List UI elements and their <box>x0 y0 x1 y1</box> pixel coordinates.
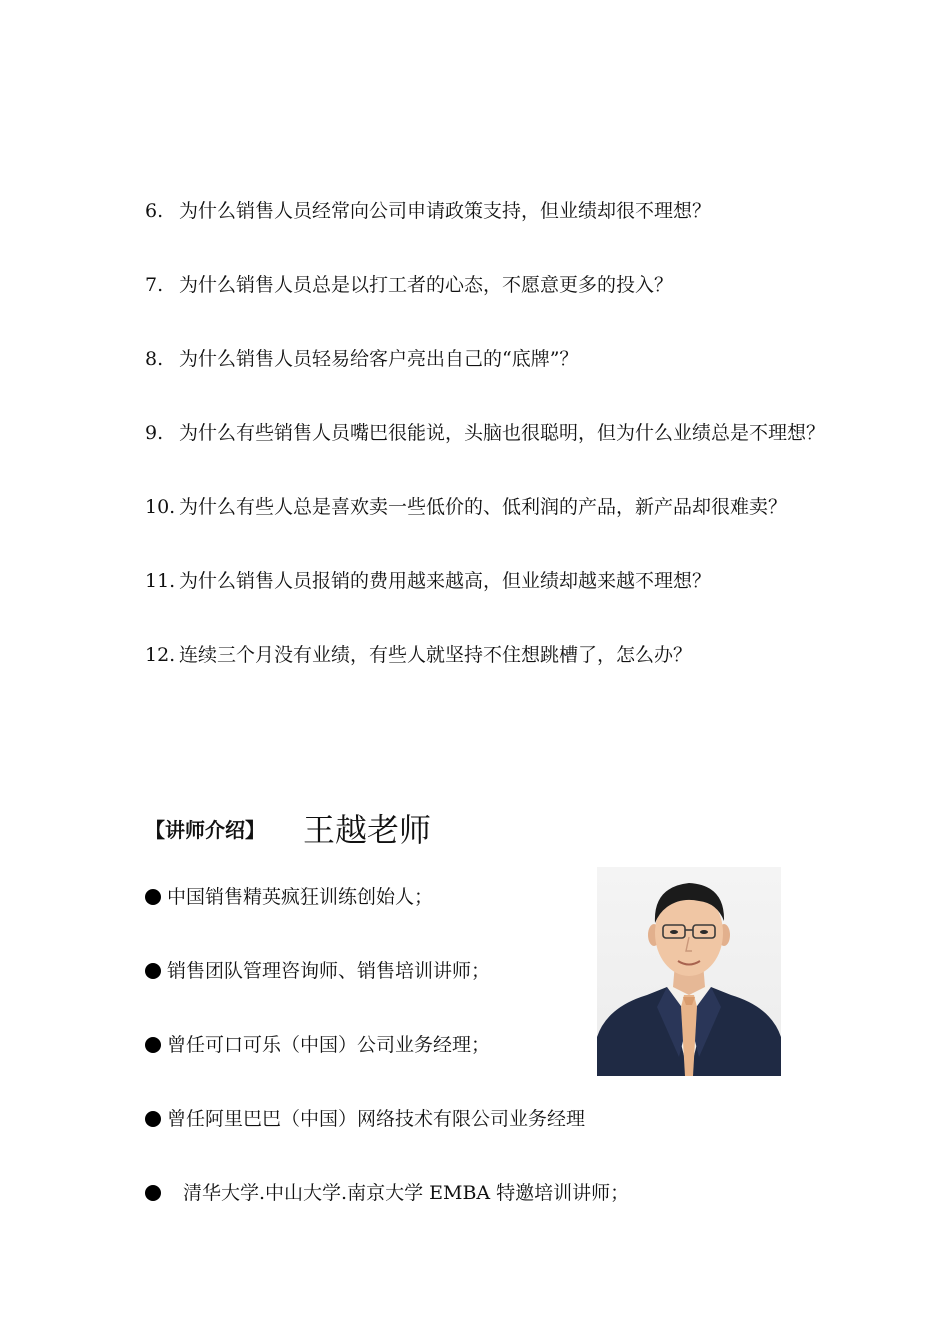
bio-text: 曾任可口可乐（中国）公司业务经理； <box>167 1034 491 1056</box>
question-number: 8. <box>145 348 164 370</box>
question-number: 6. <box>145 200 164 222</box>
question-text: 为什么有些销售人员嘴巴很能说，头脑也很聪明，但为什么业绩总是不理想？ <box>179 422 826 444</box>
question-item <box>145 630 825 680</box>
question-number: 10. <box>145 496 176 518</box>
question-text: 为什么销售人员经常向公司申请政策支持，但业绩却很不理想？ <box>179 200 712 222</box>
question-list <box>145 186 825 704</box>
bio-text: 曾任阿里巴巴（中国）网络技术有限公司业务经理 <box>167 1108 586 1130</box>
bio-item <box>145 1168 745 1218</box>
question-number: 11. <box>145 570 176 592</box>
instructor-heading <box>145 800 431 856</box>
bio-text: 中国销售精英疯狂训练创始人； <box>167 886 434 908</box>
question-number: 7. <box>145 274 164 296</box>
bio-text: 清华大学.中山大学.南京大学 EMBA 特邀培训讲师； <box>183 1182 630 1204</box>
bio-item <box>145 1094 745 1144</box>
bullet-icon <box>145 1037 161 1053</box>
bullet-icon <box>145 1185 161 1201</box>
bullet-icon <box>145 889 161 905</box>
question-number: 9. <box>145 422 164 444</box>
instructor-photo <box>597 867 781 1076</box>
question-item <box>145 334 825 384</box>
section-label: 【讲师介绍】 <box>145 817 265 842</box>
question-text: 为什么销售人员报销的费用越来越高，但业绩却越来越不理想？ <box>179 570 712 592</box>
question-number: 12. <box>145 644 176 666</box>
portrait-illustration <box>597 867 781 1076</box>
eye-right <box>700 930 708 934</box>
question-text: 为什么有些人总是喜欢卖一些低价的、低利润的产品，新产品却很难卖？ <box>179 496 788 518</box>
question-text: 连续三个月没有业绩，有些人就坚持不住想跳槽了，怎么办？ <box>179 644 693 666</box>
question-text: 为什么销售人员总是以打工者的心态，不愿意更多的投入？ <box>179 274 674 296</box>
bio-text: 销售团队管理咨询师、销售培训讲师； <box>167 960 491 982</box>
instructor-name: 王越老师 <box>303 811 432 849</box>
question-text: 为什么销售人员轻易给客户亮出自己的“底牌”？ <box>179 348 579 370</box>
question-item <box>145 482 825 532</box>
bullet-icon <box>145 1111 161 1127</box>
question-item <box>145 408 825 458</box>
question-item <box>145 556 825 606</box>
question-item <box>145 260 825 310</box>
eye-left <box>670 930 678 934</box>
bullet-icon <box>145 963 161 979</box>
question-item <box>145 186 825 236</box>
